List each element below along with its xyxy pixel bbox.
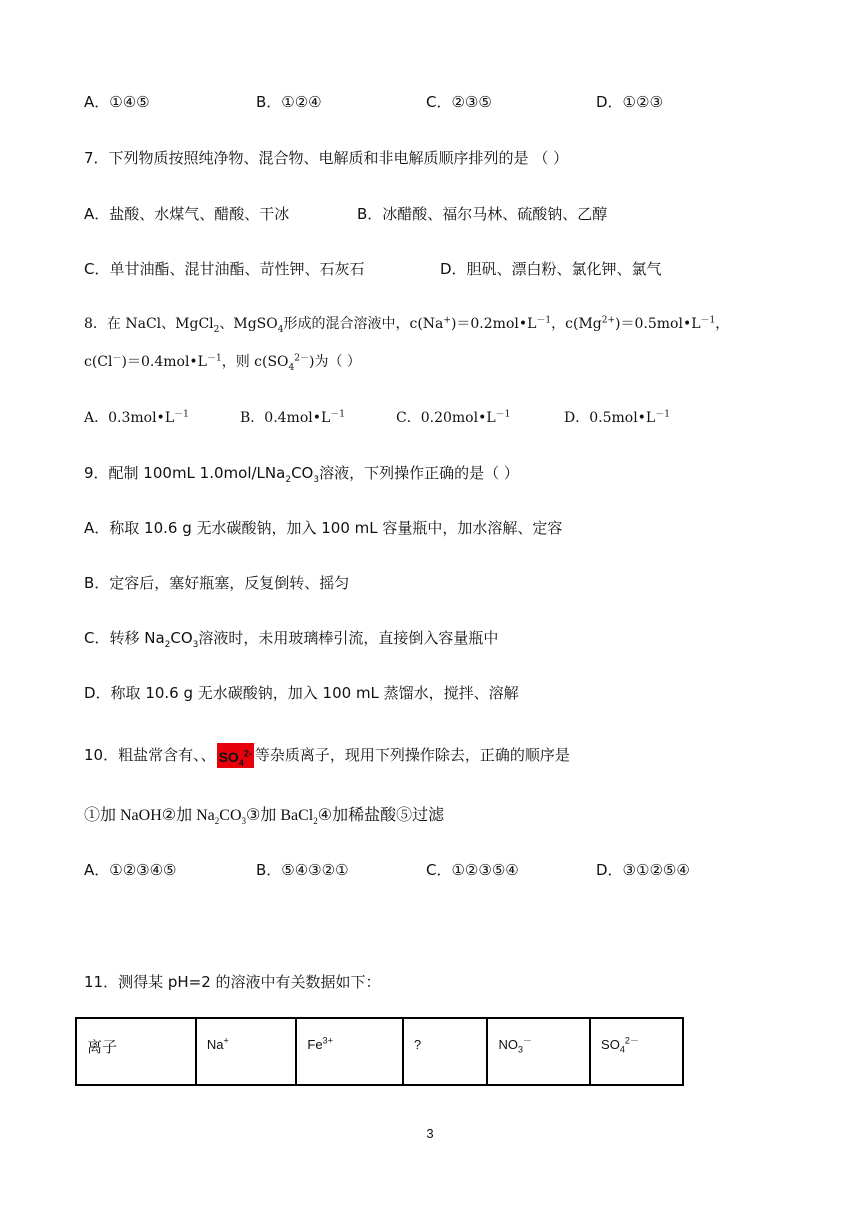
q10-operations: ①加 NaOH②加 $Na_2CO_3③$加 BaCl$_2$④加稀盐酸⑤过滤 [84, 807, 445, 827]
q8-option-b: B．$0.4mol•L^{-1}$ [240, 409, 346, 426]
q7-option-c: C．单甘油酯、混甘油酯、苛性钾、石灰石 [84, 260, 365, 278]
q6-option-a: A．①④⑤ [84, 93, 150, 111]
ion-data-table [75, 1017, 684, 1086]
q9-stem: 9．配制 100mL $1.0mol/LNa_2CO_3$溶液，下列操作正确的是（ ） [84, 464, 519, 485]
q8-stem-line1: 8．在 NaCl、MgCl$_2$、MgSO$_4$形成的混合溶液中，$c(Na^+)=0.2mol•L^{-1}$，$c(Mg^{2+})=0.5mol•L^{-1}$， [84, 315, 730, 335]
q10-stem: 10．粗盐常含有、、 $SO_4^{2-}$ 等杂质离子，现用下列操作除去，正确的顺序是 [84, 740, 570, 770]
q7-option-a: A．盐酸、水煤气、醋酸、干冰 [84, 205, 290, 223]
q7-option-d: D．胆矾、漂白粉、氯化钾、氯气 [440, 260, 662, 278]
q9-option-b: B．定容后，塞好瓶塞，反复倒转、摇匀 [84, 574, 350, 592]
q6-option-c: C．②③⑤ [426, 93, 492, 111]
q9-option-d: D．称取 10.6 g 无水碳酸钠，加入 100 mL 蒸馏水，搅拌、溶解 [84, 684, 519, 702]
table-cell: Na+ [196, 1018, 297, 1085]
q11-stem: 11．测得某 pH=2 的溶液中有关数据如下： [84, 973, 381, 991]
q6-option-b: B．①②④ [256, 93, 322, 111]
q8-option-a: A．$0.3mol•L^{-1}$ [84, 409, 189, 426]
q9-option-a: A．称取 10.6 g 无水碳酸钠，加入 100 mL 容量瓶中，加水溶解、定容 [84, 519, 563, 537]
q10-option-b: B．⑤④③②① [256, 861, 349, 879]
q7-option-b: B．冰醋酸、福尔马林、硫酸钠、乙醇 [357, 205, 608, 223]
table-row [76, 1018, 683, 1085]
q7-stem: 7．下列物质按照纯净物、混合物、电解质和非电解质顺序排列的是 （ ） [84, 149, 569, 167]
page-number: 3 [426, 1126, 434, 1141]
q10-option-c: C．①②③⑤④ [426, 861, 519, 879]
sulfate-ion-image: $SO_4^{2-}$ [217, 743, 254, 768]
q9-option-c: C．转移 $Na_2CO_3$溶液时，未用玻璃棒引流，直接倒入容量瓶中 [84, 629, 499, 650]
table-cell: ? [403, 1018, 488, 1085]
q10-option-a: A．①②③④⑤ [84, 861, 177, 879]
q10-option-d: D．③①②⑤④ [596, 861, 690, 879]
q8-stem-line2: $c(Cl^-)=0.4mol•L^{-1}$，则 $c(SO_4^{2-})$为（ ） [84, 353, 361, 373]
table-cell: $Fe^{3+}$ [296, 1018, 402, 1085]
q8-option-d: D．$0.5mol•L^{-1}$ [564, 409, 670, 426]
table-cell: $NO_3^-$ [487, 1018, 590, 1085]
table-cell: 离子 [76, 1018, 196, 1085]
q8-option-c: C．$0.20mol•L^{-1}$ [396, 409, 511, 426]
table-cell: $SO_4^{2-}$ [590, 1018, 683, 1085]
q6-option-d: D．①②③ [596, 93, 663, 111]
